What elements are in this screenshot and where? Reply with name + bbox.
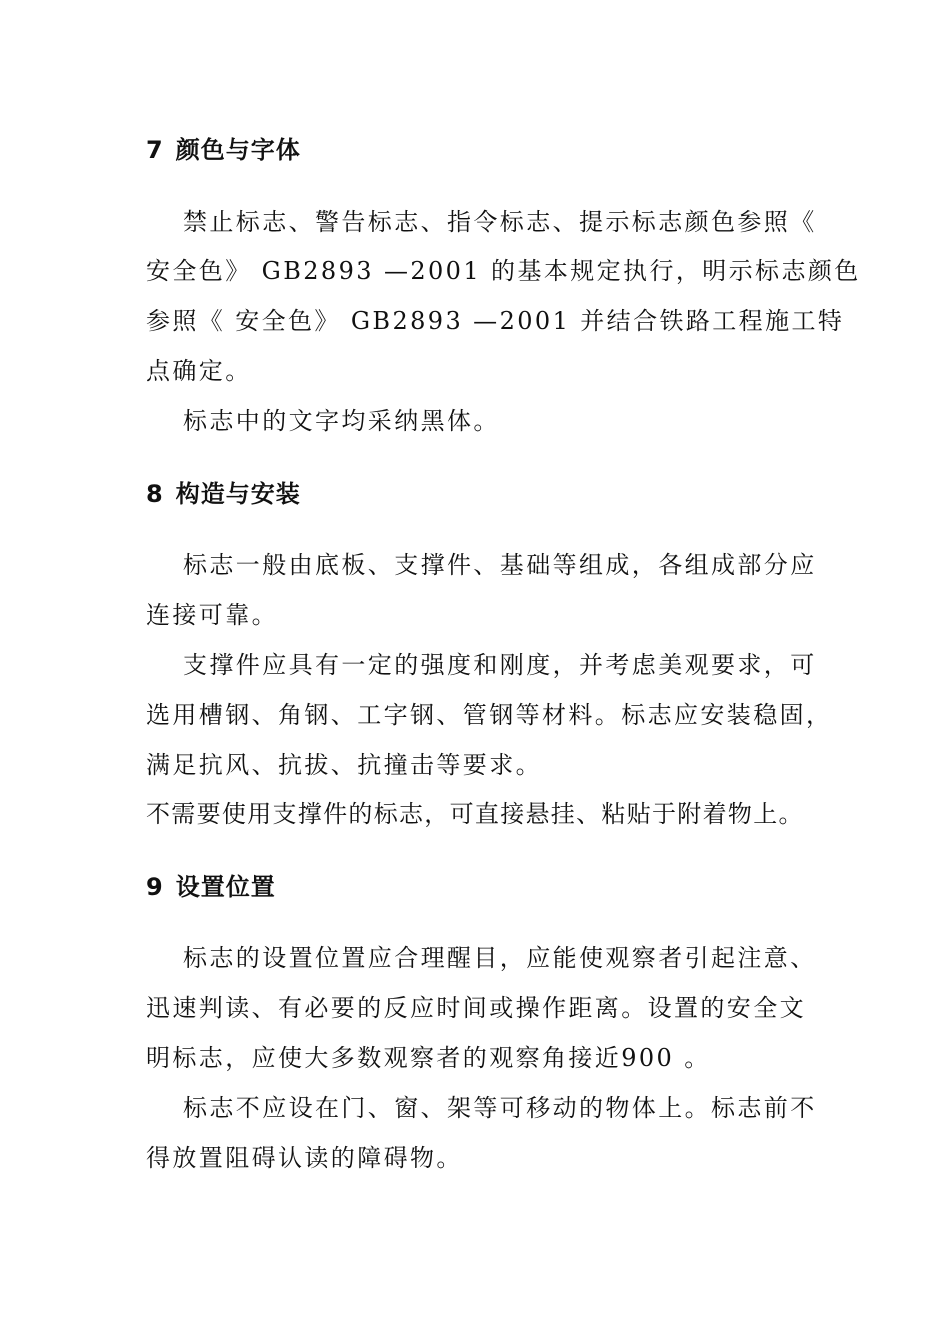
paragraph-line: 点确定。 <box>146 357 252 385</box>
section-9-heading <box>146 872 276 902</box>
section-number: 9 <box>146 873 164 901</box>
paragraph-line: 标志的设置位置应合理醒目，应能使观察者引起注意、 <box>183 944 817 972</box>
section-number: 7 <box>146 136 164 164</box>
paragraph-line: 参照《 安全色》 GB2893 —2001 并结合铁路工程施工特 <box>146 307 845 335</box>
section-title: 颜色与字体 <box>175 136 301 164</box>
section-7-heading <box>146 135 301 165</box>
paragraph-line: 支撑件应具有一定的强度和刚度，并考虑美观要求，可 <box>183 651 817 679</box>
section-title: 构造与安装 <box>175 480 301 508</box>
paragraph-line: 迅速判读、有必要的反应时间或操作距离。设置的安全文 <box>146 994 806 1022</box>
paragraph-line: 标志一般由底板、支撑件、基础等组成，各组成部分应 <box>183 551 817 579</box>
paragraph-line: 标志不应设在门、窗、架等可移动的物体上。标志前不 <box>183 1094 817 1122</box>
paragraph-line: 标志中的文字均采纳黑体。 <box>183 407 500 435</box>
paragraph-line: 连接可靠。 <box>146 601 278 629</box>
paragraph-line: 选用槽钢、角钢、工字钢、管钢等材料。标志应安装稳固， <box>146 701 833 729</box>
paragraph-line: 满足抗风、抗拔、抗撞击等要求。 <box>146 751 542 779</box>
paragraph-line: 得放置阻碍认读的障碍物。 <box>146 1144 463 1172</box>
paragraph-line: 明标志，应使大多数观察者的观察角接近900 。 <box>146 1044 711 1072</box>
paragraph-line: 安全色》 GB2893 —2001 的基本规定执行，明示标志颜色 <box>146 257 861 285</box>
section-title: 设置位置 <box>175 873 276 901</box>
paragraph-line: 不需要使用支撑件的标志，可直接悬挂、粘贴于附着物上。 <box>146 800 804 828</box>
paragraph-line: 禁止标志、警告标志、指令标志、提示标志颜色参照《 <box>183 208 817 236</box>
section-number: 8 <box>146 480 164 508</box>
section-8-heading <box>146 479 301 509</box>
